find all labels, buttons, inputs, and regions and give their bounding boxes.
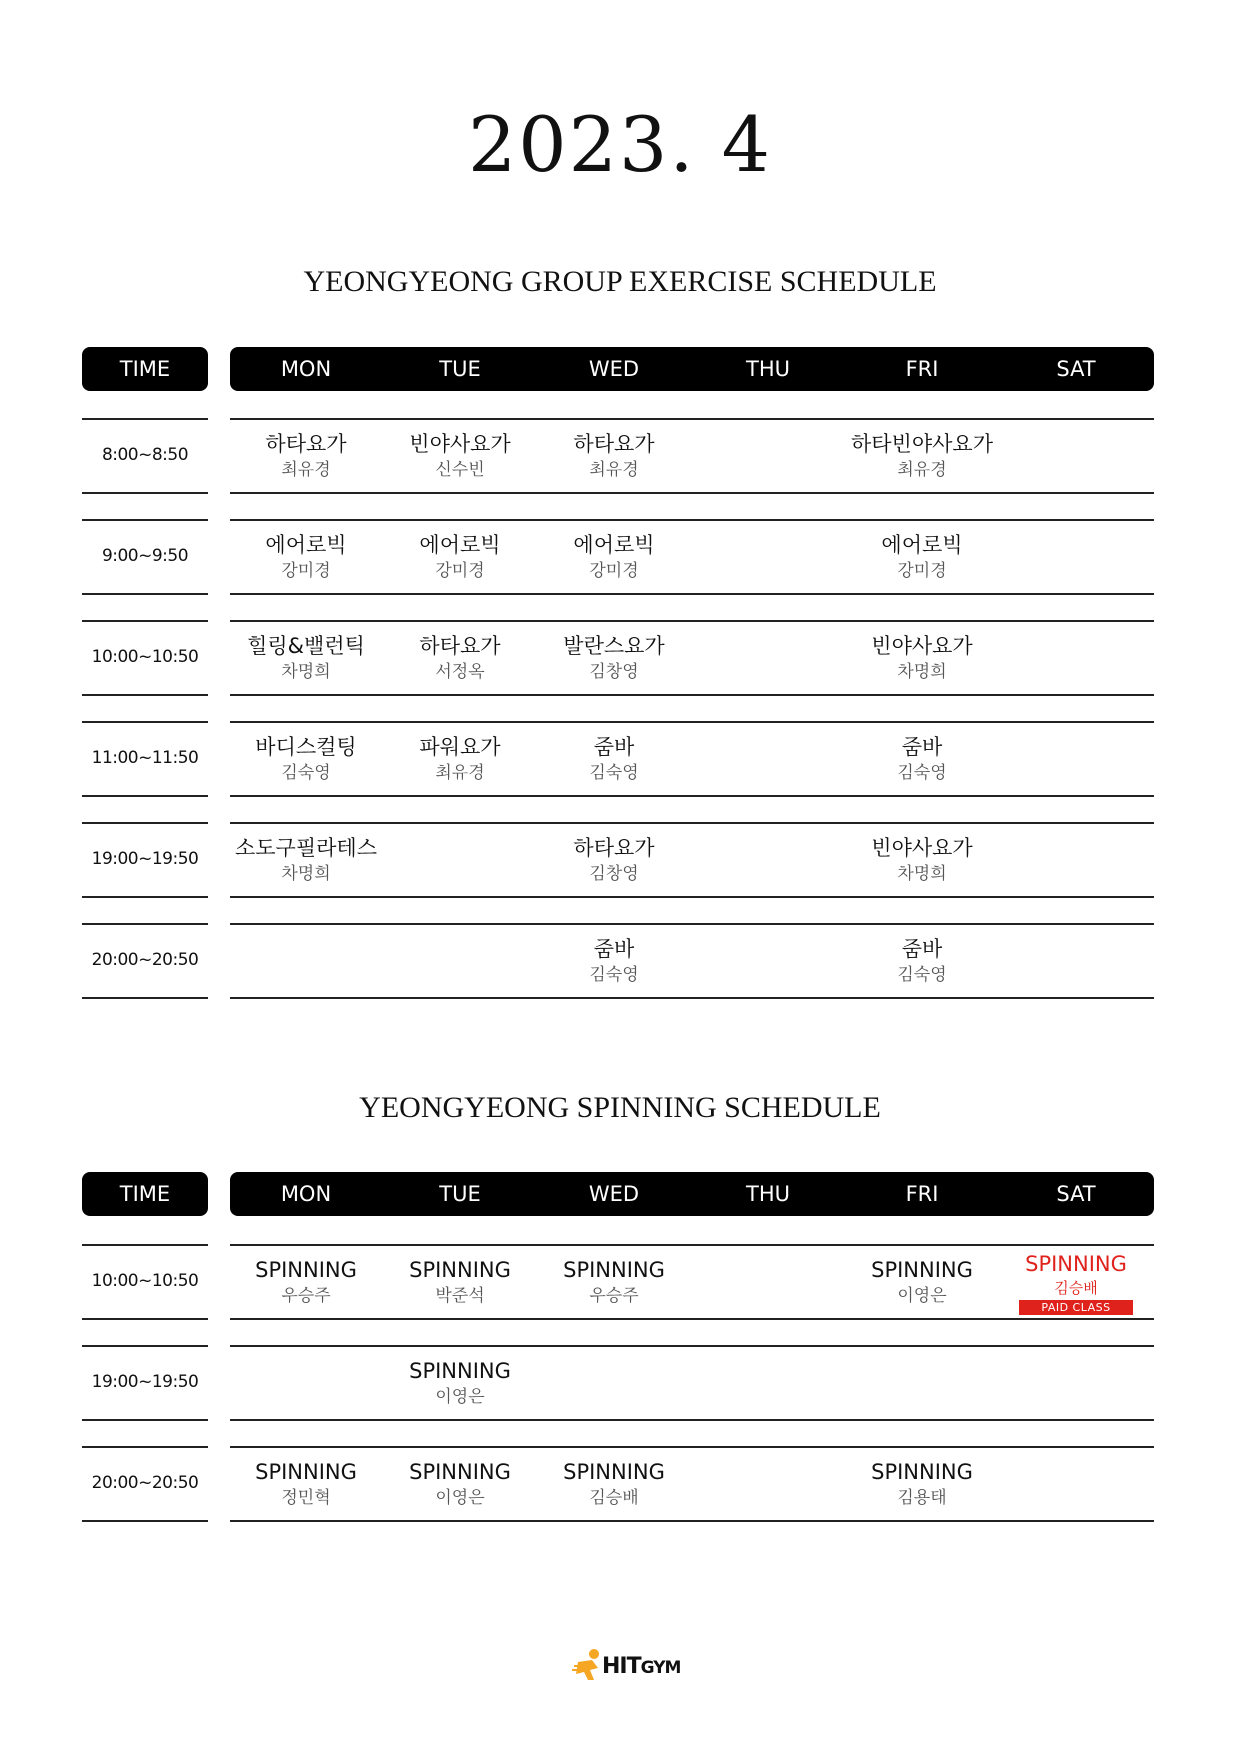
row-divider-time — [82, 694, 208, 696]
row-divider-time — [82, 822, 208, 824]
row-divider-table — [230, 1318, 1154, 1320]
class-name: 하타요가 — [573, 836, 655, 860]
group-days-header — [230, 347, 1154, 391]
class-entry — [360, 1357, 560, 1409]
class-name: SPINNING — [871, 1258, 973, 1282]
row-divider-time — [82, 923, 208, 925]
class-instructor: 박준석 — [435, 1286, 485, 1306]
day-header-mon: MON — [280, 357, 332, 381]
class-instructor: 강미경 — [589, 561, 639, 581]
class-name: SPINNING — [871, 1460, 973, 1484]
class-entry — [822, 531, 1022, 583]
time-slot-label: 9:00~9:50 — [101, 546, 189, 566]
day-header-mon: MON — [280, 1182, 332, 1206]
day-header-tue: TUE — [439, 357, 481, 381]
class-entry — [514, 733, 714, 785]
time-slot-label: 11:00~11:50 — [91, 748, 199, 768]
class-entry — [822, 834, 1022, 886]
logo-text — [602, 1654, 680, 1679]
row-divider-time — [82, 1419, 208, 1421]
class-instructor: 김숙영 — [897, 763, 947, 783]
class-name: 빈야사요가 — [871, 836, 973, 860]
class-name: 파워요가 — [419, 735, 501, 759]
day-header-sat: SAT — [1056, 1182, 1096, 1206]
class-instructor: 차명희 — [897, 662, 947, 682]
row-divider-time — [82, 593, 208, 595]
class-name: SPINNING — [409, 1460, 511, 1484]
class-name: SPINNING — [563, 1460, 665, 1484]
row-divider-time — [82, 1446, 208, 1448]
class-instructor: 이영은 — [435, 1488, 485, 1508]
class-instructor: 강미경 — [435, 561, 485, 581]
page-title: 2023. 4 — [467, 100, 773, 189]
paid-class-badge: PAID CLASS — [1019, 1300, 1133, 1315]
class-instructor: 차명희 — [897, 864, 947, 884]
row-divider-table — [230, 694, 1154, 696]
day-header-thu: THU — [746, 357, 790, 381]
time-slot-label: 10:00~10:50 — [91, 1271, 199, 1291]
class-instructor: 우승주 — [281, 1286, 331, 1306]
row-divider-table — [230, 896, 1154, 898]
class-instructor: 서정옥 — [435, 662, 485, 682]
group-time-header — [82, 347, 208, 391]
time-slot-label: 19:00~19:50 — [91, 1372, 199, 1392]
row-divider-table — [230, 1520, 1154, 1522]
row-divider-time — [82, 1318, 208, 1320]
class-name: SPINNING — [563, 1258, 665, 1282]
class-instructor: 우승주 — [589, 1286, 639, 1306]
row-divider-table — [230, 492, 1154, 494]
class-entry — [514, 1458, 714, 1510]
row-divider-time — [82, 795, 208, 797]
class-name: 에어로빅 — [265, 533, 347, 557]
row-divider-time — [82, 997, 208, 999]
class-instructor: 김용태 — [897, 1488, 947, 1508]
class-name: SPINNING — [255, 1460, 357, 1484]
time-slot-label: 8:00~8:50 — [101, 445, 189, 465]
day-header-fri: FRI — [905, 357, 939, 381]
class-instructor: 이영은 — [435, 1387, 485, 1407]
class-name: 하타빈야사요가 — [850, 432, 993, 456]
class-entry — [514, 430, 714, 482]
class-instructor: 김창영 — [589, 662, 639, 682]
class-instructor: 김승배 — [589, 1488, 639, 1508]
day-header-wed: WED — [588, 1182, 640, 1206]
class-instructor: 강미경 — [281, 561, 331, 581]
row-divider-time — [82, 418, 208, 420]
time-slot-label: 10:00~10:50 — [91, 647, 199, 667]
class-name: 바디스컬팅 — [255, 735, 357, 759]
runner-icon — [572, 1648, 606, 1682]
row-divider-table — [230, 1446, 1154, 1448]
class-entry — [514, 935, 714, 987]
day-header-wed: WED — [588, 357, 640, 381]
class-name: SPINNING — [409, 1258, 511, 1282]
class-name: 줌바 — [901, 937, 943, 961]
spinning-time-header — [82, 1172, 208, 1216]
class-instructor: 차명희 — [281, 662, 331, 682]
class-entry — [514, 834, 714, 886]
row-divider-table — [230, 593, 1154, 595]
time-slot-label: 19:00~19:50 — [91, 849, 199, 869]
row-divider-time — [82, 519, 208, 521]
class-instructor: 신수빈 — [435, 460, 485, 480]
day-header-fri: FRI — [905, 1182, 939, 1206]
class-entry — [514, 1256, 714, 1308]
class-entry — [822, 733, 1022, 785]
row-divider-time — [82, 1345, 208, 1347]
spinning-schedule-title: YEONGYEONG SPINNING SCHEDULE — [359, 1091, 881, 1124]
class-name: 힐링&밸런틱 — [247, 634, 365, 658]
time-header-label: TIME — [119, 1182, 171, 1206]
class-name: 줌바 — [593, 937, 635, 961]
class-instructor: 김숙영 — [281, 763, 331, 783]
time-slot-label: 20:00~20:50 — [91, 1473, 199, 1493]
class-instructor: 김숙영 — [589, 763, 639, 783]
class-entry — [822, 935, 1022, 987]
row-divider-table — [230, 418, 1154, 420]
class-entry — [514, 632, 714, 684]
class-name: 에어로빅 — [573, 533, 655, 557]
day-header-tue: TUE — [439, 1182, 481, 1206]
class-entry — [976, 1250, 1176, 1315]
class-instructor: 최유경 — [897, 460, 947, 480]
class-name: 발란스요가 — [563, 634, 665, 658]
row-divider-table — [230, 822, 1154, 824]
class-name: 빈야사요가 — [871, 634, 973, 658]
class-name: 하타요가 — [573, 432, 655, 456]
row-divider-table — [230, 519, 1154, 521]
row-divider-table — [230, 1345, 1154, 1347]
class-name: 소도구필라테스 — [234, 836, 377, 860]
row-divider-time — [82, 896, 208, 898]
row-divider-time — [82, 492, 208, 494]
class-name: 에어로빅 — [419, 533, 501, 557]
class-name: SPINNING — [409, 1359, 511, 1383]
row-divider-time — [82, 1244, 208, 1246]
class-instructor: 정민혁 — [281, 1488, 331, 1508]
class-instructor: 김숙영 — [589, 965, 639, 985]
class-instructor: 차명희 — [281, 864, 331, 884]
class-entry — [822, 1458, 1022, 1510]
row-divider-time — [82, 721, 208, 723]
day-header-sat: SAT — [1056, 357, 1096, 381]
class-name: SPINNING — [1025, 1252, 1127, 1276]
class-instructor: 최유경 — [589, 460, 639, 480]
row-divider-table — [230, 1419, 1154, 1421]
class-instructor: 김승배 — [1054, 1279, 1098, 1297]
class-instructor: 강미경 — [897, 561, 947, 581]
row-divider-table — [230, 721, 1154, 723]
time-header-label: TIME — [119, 357, 171, 381]
class-name: 빈야사요가 — [409, 432, 511, 456]
time-slot-label: 20:00~20:50 — [91, 950, 199, 970]
class-instructor: 이영은 — [897, 1286, 947, 1306]
logo-text-hit: HIT — [602, 1654, 641, 1679]
class-name: 줌바 — [593, 735, 635, 759]
class-name: SPINNING — [255, 1258, 357, 1282]
class-name: 하타요가 — [419, 634, 501, 658]
class-name: 줌바 — [901, 735, 943, 759]
row-divider-table — [230, 1244, 1154, 1246]
class-name: 에어로빅 — [881, 533, 963, 557]
group-schedule-title: YEONGYEONG GROUP EXERCISE SCHEDULE — [303, 265, 937, 298]
day-header-thu: THU — [746, 1182, 790, 1206]
hitgym-logo — [572, 1648, 698, 1684]
class-entry — [822, 430, 1022, 482]
logo-text-gym: GYM — [640, 1658, 681, 1678]
row-divider-time — [82, 620, 208, 622]
class-entry — [206, 834, 406, 886]
class-name: 하타요가 — [265, 432, 347, 456]
row-divider-table — [230, 620, 1154, 622]
row-divider-table — [230, 795, 1154, 797]
class-entry — [514, 531, 714, 583]
row-divider-table — [230, 923, 1154, 925]
class-instructor: 최유경 — [435, 763, 485, 783]
class-entry — [822, 632, 1022, 684]
spinning-days-header — [230, 1172, 1154, 1216]
row-divider-table — [230, 997, 1154, 999]
row-divider-time — [82, 1520, 208, 1522]
class-instructor: 최유경 — [281, 460, 331, 480]
class-instructor: 김숙영 — [897, 965, 947, 985]
class-instructor: 김창영 — [589, 864, 639, 884]
